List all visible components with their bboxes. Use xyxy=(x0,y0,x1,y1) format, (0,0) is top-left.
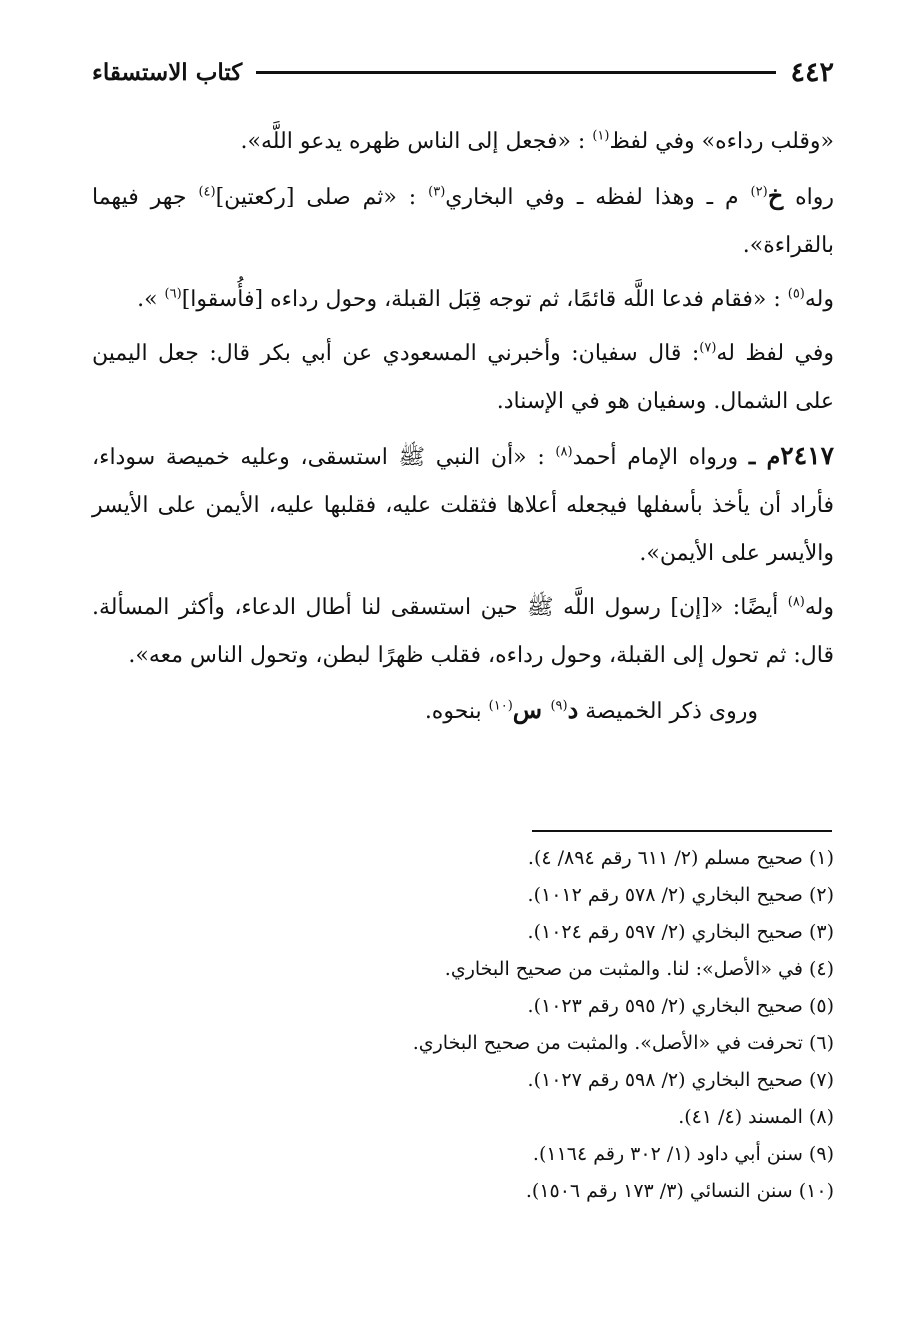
paragraph-2: رواه خ$^{(٢)}$ م ـ وهذا لفظه ـ وفي البخاري$^{(٣)}$ : «ثم صلى [ركعتين]$^{(٤)}$ جهر فيهما بالقراءة». xyxy=(92,181,835,258)
footnote-ref[interactable]: (٩) xyxy=(550,698,568,714)
main-text xyxy=(92,118,834,742)
footnote-separator xyxy=(532,830,832,832)
paragraph-7: وروى ذكر الخميصة د$^{(٩)}$ س$^{(١٠)}$ بنحوه. xyxy=(424,695,758,724)
source-symbol: س xyxy=(512,695,551,724)
footnote-ref[interactable]: (٨) xyxy=(787,594,805,610)
footnote-ref[interactable]: (٤) xyxy=(198,184,216,200)
footnote-9: (٩) سنن أبي داود (١/ ٣٠٢ رقم ١١٦٤). xyxy=(532,1143,834,1165)
footnote-ref[interactable]: (٢) xyxy=(750,184,768,200)
paragraph-4: وفي لفظ له$^{(٧)}$: قال سفيان: وأخبرني المسعودي عن أبي بكر قال: جعل اليمين على الشمال. وسفيان هو في الإسناد. xyxy=(92,340,835,414)
footnote-ref[interactable]: (١٠) xyxy=(488,698,513,714)
footnote-10: (١٠) سنن النسائي (٣/ ١٧٣ رقم ١٥٠٦). xyxy=(525,1180,834,1202)
book-title: كتاب الاستسقاء xyxy=(92,58,243,86)
footnote-ref[interactable]: (٥) xyxy=(787,286,805,302)
footnote-2: (٢) صحيح البخاري (٢/ ٥٧٨ رقم ١٠١٢). xyxy=(527,884,834,906)
footnote-ref[interactable]: (٧) xyxy=(699,340,717,356)
footnote-ref[interactable]: (٣) xyxy=(428,184,446,200)
footnote-7: (٧) صحيح البخاري (٢/ ٥٩٨ رقم ١٠٢٧). xyxy=(527,1069,834,1091)
footnotes xyxy=(92,840,834,1210)
hadith-2417: ٢٤١٧م ـ ورواه الإمام أحمد$^{(٨)}$ : «أن النبي ﷺ استسقى، وعليه خميصة سوداء، فأراد أن يأخذ بأسفلها فيجعله أعلاها فثقلت عليه، فقلبها عليه، الأيمن على الأيسر والأيسر على الأيمن». xyxy=(92,441,834,566)
source-symbol: خ xyxy=(767,181,784,210)
source-symbol: د xyxy=(567,695,579,724)
header-rule xyxy=(256,71,776,74)
footnote-6: (٦) تحرفت في «الأصل». والمثبت من صحيح البخاري. xyxy=(412,1032,834,1054)
page-number: ٤٤٢ xyxy=(790,56,834,88)
footnote-5: (٥) صحيح البخاري (٢/ ٥٩٥ رقم ١٠٢٣). xyxy=(527,995,834,1017)
footnote-3: (٣) صحيح البخاري (٢/ ٥٩٧ رقم ١٠٢٤). xyxy=(527,921,834,943)
footnote-ref[interactable]: (٦) xyxy=(164,286,182,302)
footnote-8: (٨) المسند (٤/ ٤١). xyxy=(678,1106,834,1128)
footnote-ref[interactable]: (٨) xyxy=(555,444,573,460)
paragraph-6: وله$^{(٨)}$ أيضًا: «[إن] رسول اللَّه ﷺ حين استسقى لنا أطال الدعاء، وأكثر المسألة. قال: ثم تحول إلى القبلة، وحول رداءه، فقلب ظهرًا لبطن، وتحول الناس معه». xyxy=(92,594,834,668)
hadith-number: ٢٤١٧ xyxy=(780,441,834,470)
footnote-1: (١) صحيح مسلم (٢/ ٦١١ رقم ٨٩٤/ ٤). xyxy=(527,847,834,869)
hadith-mark: م ـ xyxy=(748,444,781,470)
paragraph-3: وله$^{(٥)}$ : «فقام فدعا اللَّه قائمًا، ثم توجه قِبَل القبلة، وحول رداءه [فأُسقوا]$^{(٦)}$ ». xyxy=(137,286,834,312)
footnote-ref[interactable]: (١) xyxy=(592,128,610,144)
page-header xyxy=(92,50,834,94)
footnote-4: (٤) في «الأصل»: لنا. والمثبت من صحيح البخاري. xyxy=(444,958,834,980)
paragraph-1: «وقلب رداءه» وفي لفظ$^{(١)}$ : «فجعل إلى الناس ظهره يدعو اللَّه». xyxy=(240,128,834,154)
